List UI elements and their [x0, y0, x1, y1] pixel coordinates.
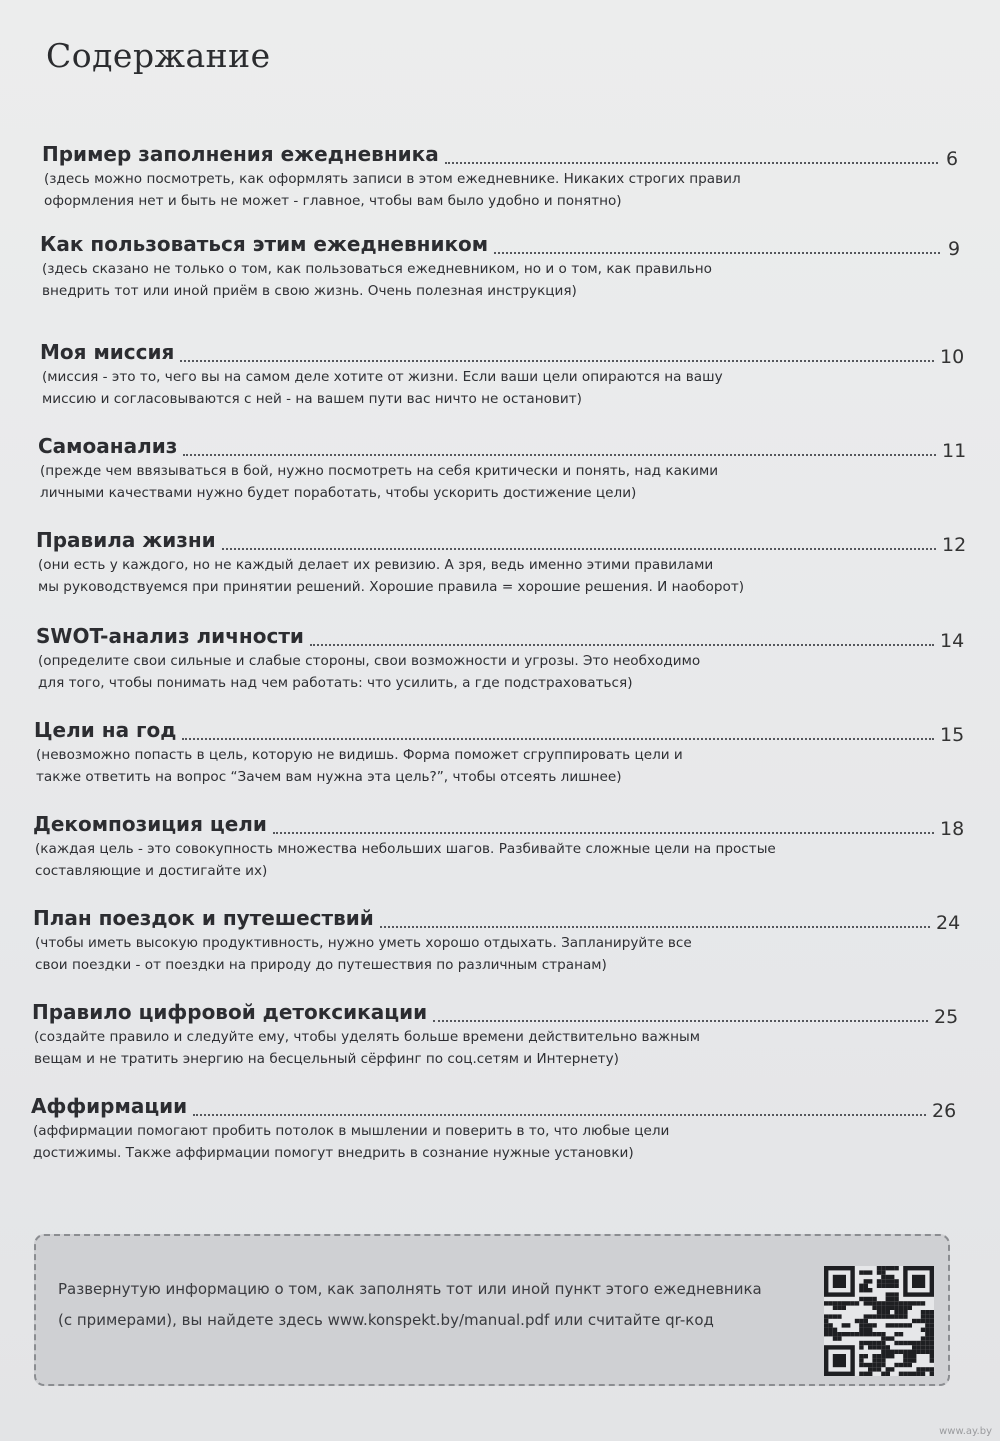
toc-entry-description: (аффирмации помогают пробить потолок в мышлении и поверить в то, что любые цели [33, 1123, 670, 1139]
info-line-2: (с примерами), вы найдете здесь www.konspekt.by/manual.pdf или считайте qr-код [58, 1311, 714, 1329]
info-line-1: Развернутую информацию о том, как заполнять тот или иной пункт этого ежедневника [58, 1280, 762, 1298]
toc-page-number: 15 [940, 724, 965, 746]
toc-entry [0, 996, 1000, 1067]
toc-entry-description: (прежде чем ввязываться в бой, нужно посмотреть на себя критически и понять, над какими [40, 463, 719, 479]
toc-entry-head [0, 430, 1000, 460]
toc-page-number: 14 [940, 630, 965, 652]
toc-entry-title: Декомпозиция цели [33, 812, 267, 836]
toc-entry-head [0, 808, 1000, 838]
toc-entry-description: (миссия - это то, чего вы на самом деле хотите от жизни. Если ваши цели опираются на вашу [42, 369, 723, 385]
dot-leader [182, 738, 934, 740]
toc-entry-description: (каждая цель - это совокупность множества небольших шагов. Разбивайте сложные цели на простые [35, 841, 776, 857]
toc-entry-description: оформления нет и быть не может - главное, чтобы вам было удобно и понятно) [44, 193, 622, 209]
toc-entry-head [0, 1090, 1000, 1120]
toc-entry-description: вещам и не тратить энергию на бесцельный сёрфинг по соц.сетям и Интернету) [34, 1051, 619, 1067]
toc-entry-description: (здесь можно посмотреть, как оформлять записи в этом ежедневнике. Никаких строгих правил [44, 171, 741, 187]
toc-page-number: 26 [932, 1100, 957, 1122]
toc-entry-title: Как пользоваться этим ежедневником [40, 232, 489, 256]
toc-entry-description: (они есть у каждого, но не каждый делает их ревизию. А зря, ведь именно этими правилами [38, 557, 714, 573]
toc-page-number: 11 [942, 440, 967, 462]
toc-page-number: 24 [936, 912, 961, 934]
toc-entry-description: (создайте правило и следуйте ему, чтобы уделять больше времени действительно важным [34, 1029, 701, 1045]
watermark: www.ay.by [939, 1426, 992, 1437]
toc-entry-description: для того, чтобы понимать над чем работать: что усилить, а где подстраховаться) [38, 675, 633, 691]
toc-entry-description: свои поездки - от поездки на природу до путешествия по различным странам) [35, 957, 607, 973]
toc-entry-description: составляющие и достигайте их) [35, 863, 268, 879]
toc-entry-title: Моя миссия [40, 340, 175, 364]
toc-page-number: 25 [934, 1006, 959, 1028]
toc-entry [0, 808, 1000, 879]
toc-entry-title: Аффирмации [31, 1094, 188, 1118]
toc-entry-description: (здесь сказано не только о том, как пользоваться ежедневником, но и о том, как правильно [42, 261, 712, 277]
dot-leader [494, 252, 940, 254]
toc-entry [0, 1090, 1000, 1161]
toc-entry-description: (определите свои сильные и слабые стороны, свои возможности и угрозы. Это необходимо [38, 653, 701, 669]
toc-entry-title: SWOT-анализ личности [36, 624, 304, 648]
info-box [34, 1234, 950, 1386]
toc-entry [0, 228, 1000, 299]
dot-leader [193, 1114, 926, 1116]
toc-entry-title: Пример заполнения ежедневника [42, 142, 439, 166]
toc-entry-title: План поездок и путешествий [33, 906, 374, 930]
toc-entry-description: также ответить на вопрос “Зачем вам нужна эта цель?”, чтобы отсеять лишнее) [36, 769, 622, 785]
toc-page-number: 6 [946, 148, 959, 170]
toc-entry-head [0, 902, 1000, 932]
toc-entry [0, 714, 1000, 785]
toc-entry-description: (чтобы иметь высокую продуктивность, нужно уметь хорошо отдыхать. Запланируйте все [35, 935, 692, 951]
toc-entry-description: внедрить тот или иной приём в свою жизнь. Очень полезная инструкция) [42, 283, 577, 299]
dot-leader [310, 644, 934, 646]
toc-entry-title: Правила жизни [36, 528, 216, 552]
toc-entry-head [0, 228, 1000, 258]
toc-entry-description: достижимы. Также аффирмации помогут внедрить в сознание нужные установки) [33, 1145, 634, 1161]
toc-entry [0, 336, 1000, 407]
dot-leader [433, 1020, 928, 1022]
dot-leader [183, 454, 936, 456]
toc-entry-head [0, 996, 1000, 1026]
dot-leader [222, 548, 936, 550]
toc-entry-head [0, 714, 1000, 744]
toc-entry [0, 430, 1000, 501]
qr-code-icon [824, 1266, 934, 1376]
toc-page-number: 9 [948, 238, 961, 260]
toc-entry-description: миссию и согласовываются с ней - на вашем пути вас ничто не остановит) [42, 391, 582, 407]
toc-page-number: 10 [940, 346, 965, 368]
toc-entry-title: Самоанализ [38, 434, 178, 458]
dot-leader [180, 360, 934, 362]
dot-leader [445, 162, 938, 164]
toc-entry [0, 138, 1000, 209]
dot-leader [273, 832, 934, 834]
toc-entry-head [0, 336, 1000, 366]
info-text [58, 1274, 798, 1336]
toc-entry-head [0, 524, 1000, 554]
toc-entry [0, 902, 1000, 973]
toc-entry-description: (невозможно попасть в цель, которую не видишь. Форма поможет сгруппировать цели и [36, 747, 683, 763]
dot-leader [380, 926, 930, 928]
toc-entry-description: личными качествами нужно будет поработать, чтобы ускорить достижение цели) [40, 485, 637, 501]
toc-entry-head [0, 620, 1000, 650]
toc-page-number: 18 [940, 818, 965, 840]
toc-entry-title: Правило цифровой детоксикации [32, 1000, 428, 1024]
toc-entry [0, 620, 1000, 691]
toc-entry-description: мы руководствуемся при принятии решений. Хорошие правила = хорошие решения. И наоборот) [38, 579, 745, 595]
toc-entry-title: Цели на год [34, 718, 177, 742]
toc-page-number: 12 [942, 534, 967, 556]
toc-entry-head [0, 138, 1000, 168]
toc-entry [0, 524, 1000, 595]
page-title: Содержание [46, 36, 271, 75]
